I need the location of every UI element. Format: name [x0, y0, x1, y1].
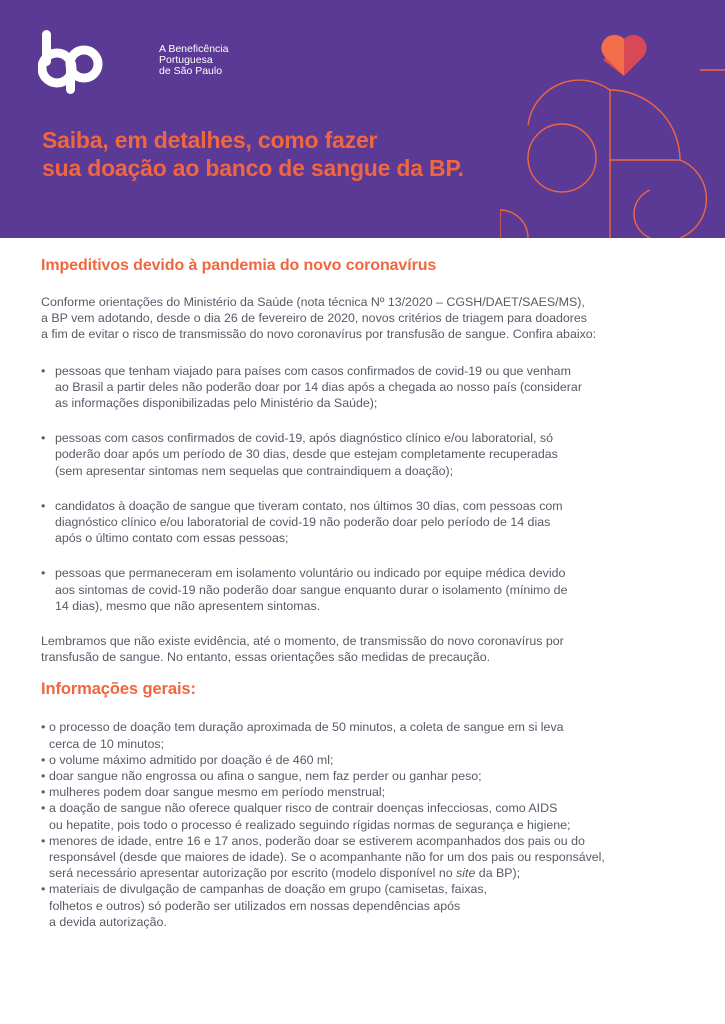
- decorative-line-art: [500, 30, 725, 238]
- heart-icon: [601, 35, 646, 76]
- bp-logo-icon: [38, 30, 104, 94]
- list-item: • candidatos à doação de sangue que tiveram contato, nos últimos 30 dias, com pessoas com diagnóstico clínico e/ou laboratorial de covid-19 não poderão doar pelo período de 14 dias após o último contato com essas pessoas;: [41, 498, 681, 547]
- restriction-list: [41, 363, 681, 614]
- list-item: • pessoas que tenham viajado para países com casos confirmados de covid-19 ou que venham ao Brasil a partir deles não poderão doar por 14 dias após a chegada ao nosso país (considerar as informações disponibilizadas pelo Ministério da Saúde);: [41, 363, 681, 412]
- list-item: • mulheres podem doar sangue mesmo em período menstrual;: [41, 784, 681, 800]
- list-item: • materiais de divulgação de campanhas de doação em grupo (camisetas, faixas, folhetos e outros) só poderão ser utilizados em nossas dependências após a devida autorização.: [41, 881, 681, 930]
- closing-paragraph: Lembramos que não existe evidência, até o momento, de transmissão do novo coronavírus por transfusão de sangue. No entanto, essas orientações são medidas de precaução.: [41, 634, 564, 665]
- main-content: [41, 256, 681, 930]
- list-item: • a doação de sangue não oferece qualquer risco de contrair doenças infecciosas, como AIDS ou hepatite, pois todo o processo é realizado seguindo rígidas normas de segurança e higiene;: [41, 800, 681, 832]
- section-title-general-info: Informações gerais:: [41, 680, 196, 699]
- section-title-pandemic: Impeditivos devido à pandemia do novo coronavírus: [41, 257, 437, 274]
- list-item-tail: da BP);: [475, 866, 521, 881]
- site-word: site: [456, 866, 476, 881]
- page-title: Saiba, em detalhes, como fazer sua doação ao banco de sangue da BP.: [42, 127, 464, 181]
- intro-paragraph: Conforme orientações do Ministério da Saúde (nota técnica Nº 13/2020 – CGSH/DAET/SAES/MS), a BP vem adotando, desde o dia 26 de fevereiro de 2020, novos critérios de triagem para doadores a fim de evitar o risco de transmissão do novo coronavírus por transfusão de sangue. Confira abaixo:: [41, 295, 597, 342]
- list-item: • o processo de doação tem duração aproximada de 50 minutos, a coleta de sangue em si leva cerca de 10 minutos;: [41, 719, 681, 751]
- list-item: • pessoas que permaneceram em isolamento voluntário ou indicado por equipe médica devido aos sintomas de covid-19 não poderão doar sangue enquanto durar o isolamento (mínimo de 14 dias), mesmo que não apresentem sintomas.: [41, 565, 681, 614]
- list-item: [41, 833, 681, 882]
- header-banner: [0, 0, 725, 238]
- general-info-list: [41, 719, 681, 930]
- list-item: • o volume máximo admitido por doação é de 460 ml;: [41, 752, 681, 768]
- organization-name: A Beneficência Portuguesa de São Paulo: [159, 43, 229, 77]
- list-item-text: menores de idade, entre 16 e 17 anos, poderão doar se estiverem acompanhados dos pais ou do responsável (desde que maiores de idade). Se o acompanhante não for um dos pais ou responsável, será necessário apresentar autorização por escrito (modelo disponível no: [49, 833, 605, 881]
- list-item: • pessoas com casos confirmados de covid-19, após diagnóstico clínico e/ou laboratorial, só poderão doar após um período de 30 dias, desde que estejam completamente recuperadas (sem apresentar sintomas nem sequelas que contraindiquem a doação);: [41, 430, 681, 479]
- list-item: • doar sangue não engrossa ou afina o sangue, nem faz perder ou ganhar peso;: [41, 768, 681, 784]
